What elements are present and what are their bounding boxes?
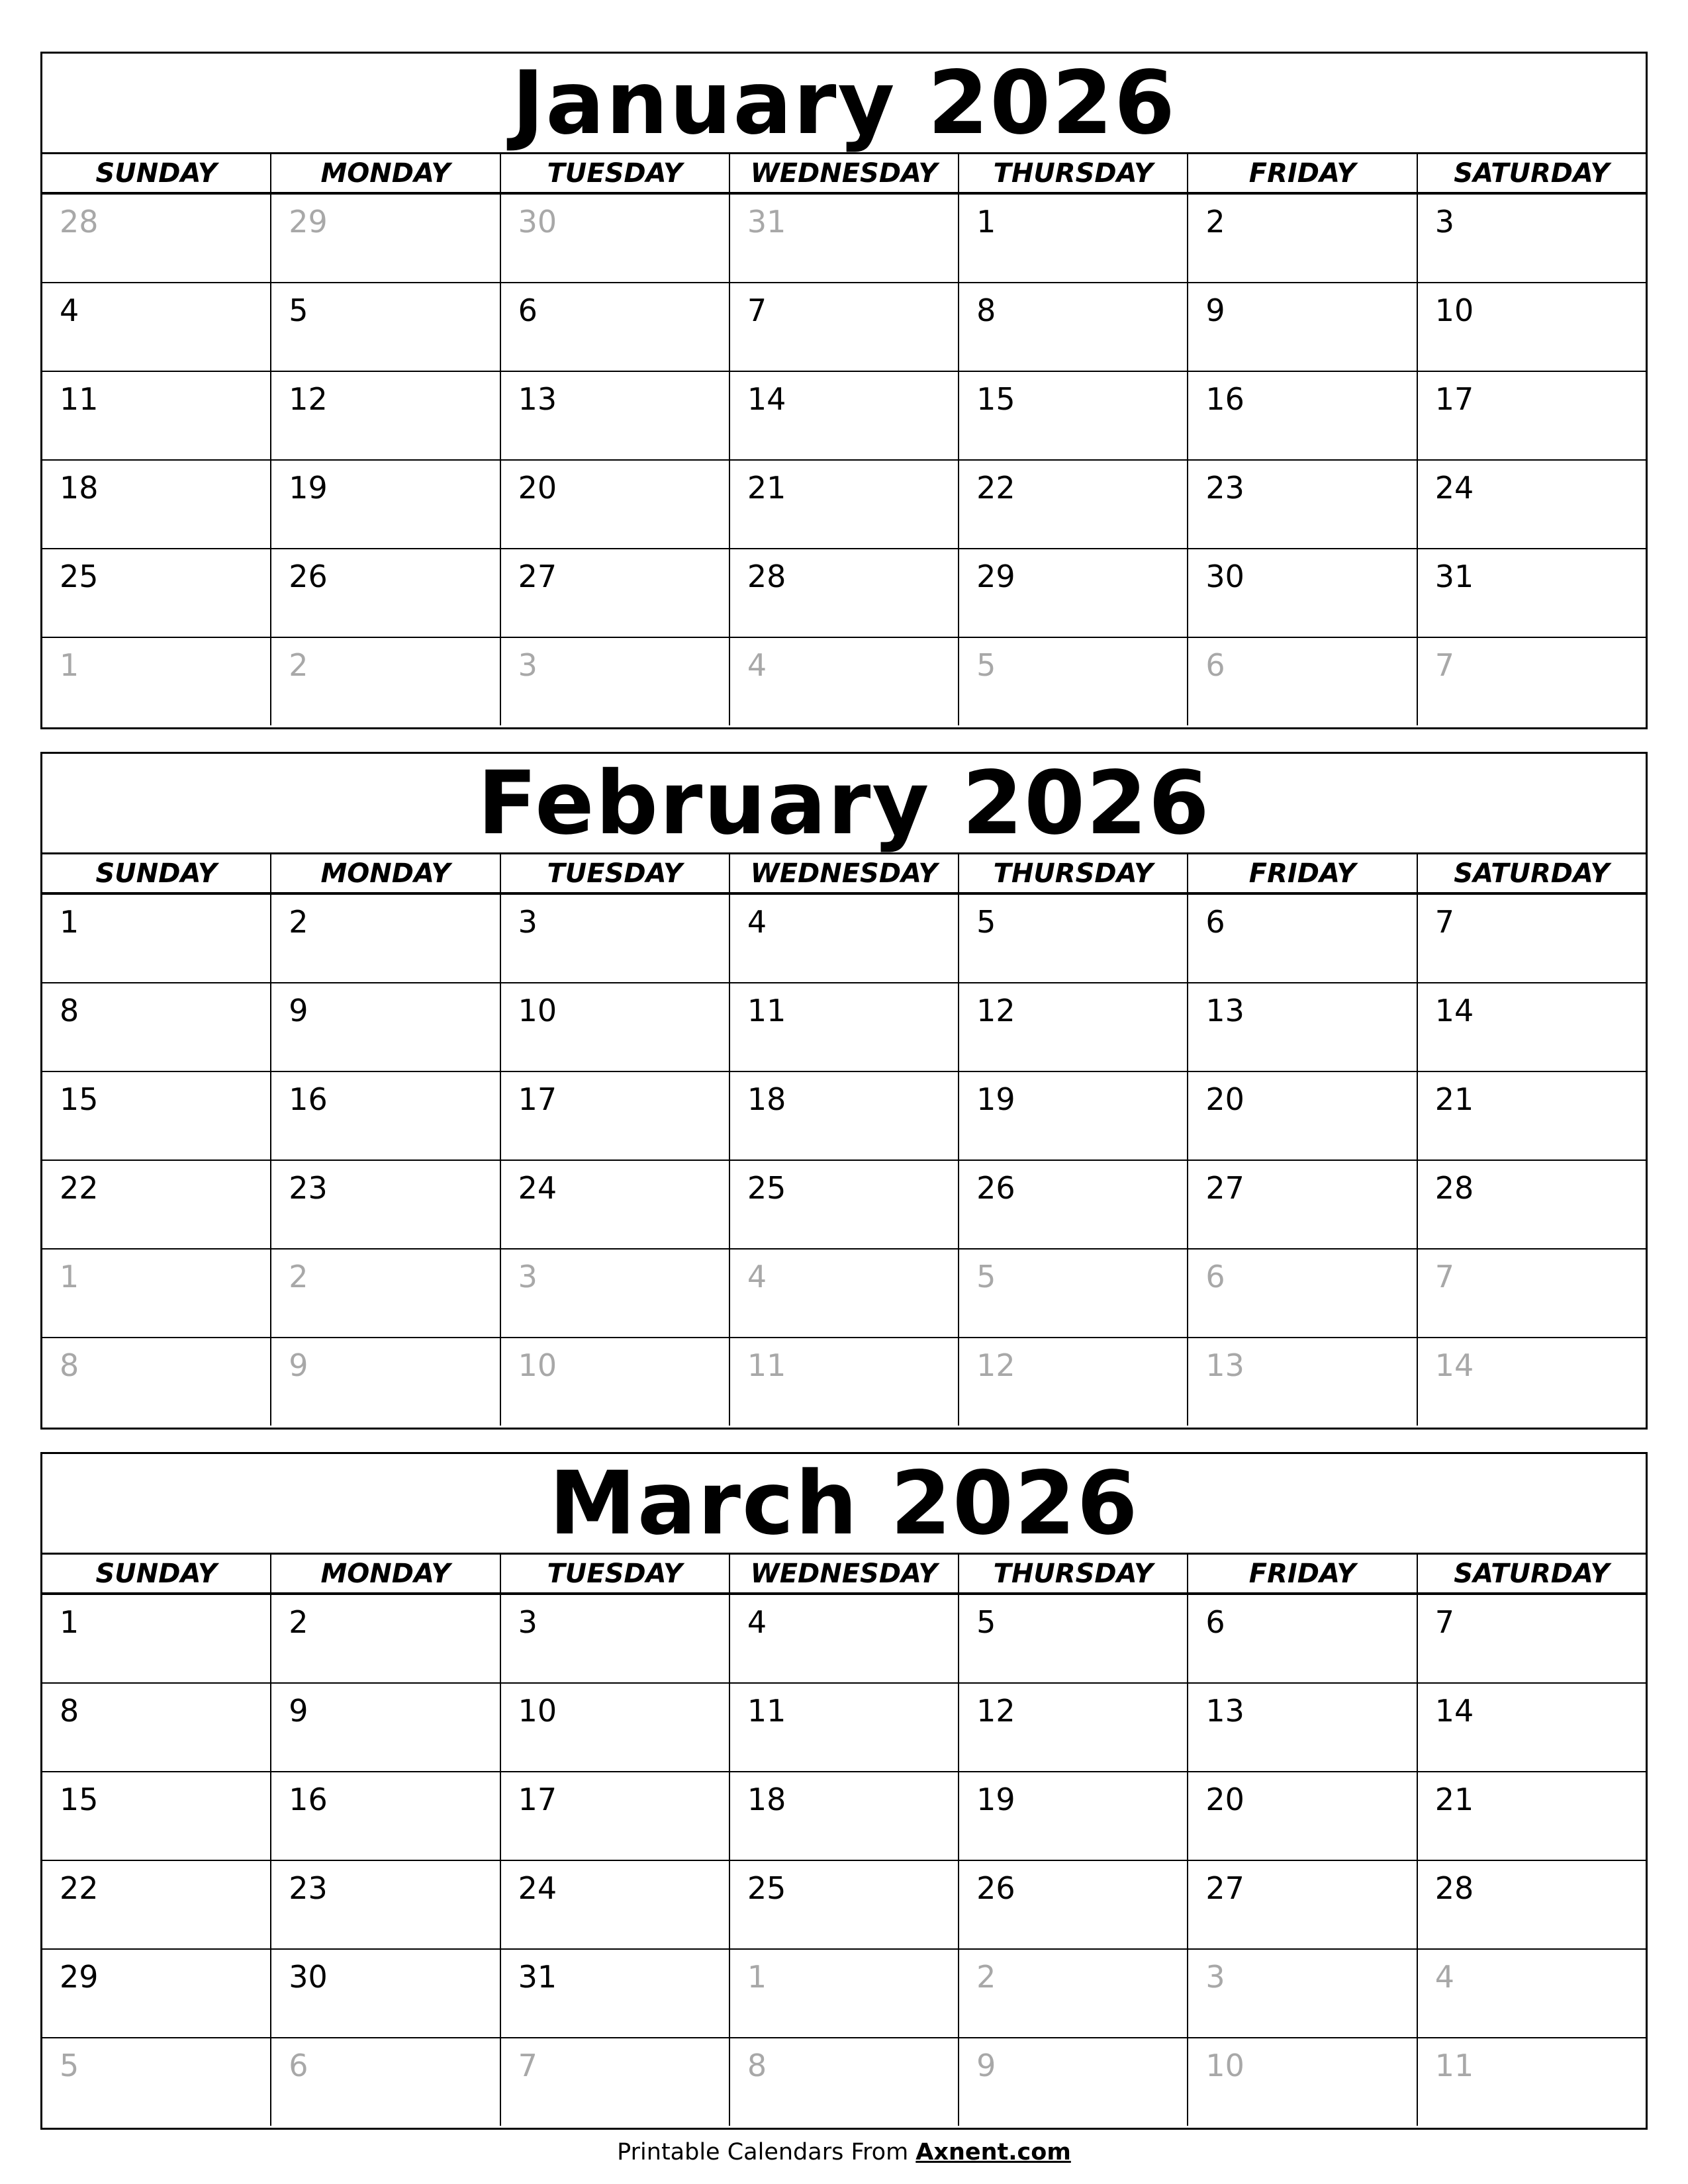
adjacent-month-day-cell: 1 (42, 638, 271, 725)
day-cell: 22 (42, 1861, 271, 1948)
weekday-sunday: SUNDAY (42, 154, 271, 192)
week-row (42, 283, 1646, 372)
day-cell: 23 (271, 1861, 500, 1948)
adjacent-month-day-cell: 1 (730, 1950, 959, 2037)
day-cell: 24 (501, 1861, 730, 1948)
week-row (42, 1072, 1646, 1161)
adjacent-month-day-cell: 11 (1434, 2048, 1474, 2083)
weekday-saturday: SATURDAY (1454, 858, 1610, 889)
month-calendar-january (40, 52, 1648, 729)
adjacent-month-day-cell: 4 (730, 1250, 959, 1337)
adjacent-month-day-cell: 3 (1188, 1950, 1417, 2037)
adjacent-month-day-cell: 8 (730, 2038, 959, 2126)
weekday-monday: MONDAY (271, 154, 500, 192)
day-cell: 20 (1188, 1072, 1417, 1160)
adjacent-month-day-cell: 10 (501, 1338, 730, 1426)
day-cell: 9 (271, 983, 500, 1071)
day-cell: 2 (271, 895, 500, 982)
week-row (42, 1861, 1646, 1950)
day-cell: 13 (1188, 983, 1417, 1071)
day-cell: 10 (1434, 293, 1474, 328)
adjacent-month-day-cell: 11 (730, 1338, 959, 1426)
weekday-wednesday: WEDNESDAY (730, 854, 959, 892)
day-cell: 6 (1188, 895, 1417, 982)
day-cell: 8 (959, 283, 1188, 371)
weekday-friday: FRIDAY (1188, 1555, 1417, 1592)
day-cell: 28 (1434, 1870, 1474, 1906)
weekday-monday: MONDAY (271, 1555, 500, 1592)
day-cell: 12 (959, 983, 1188, 1071)
day-cell: 21 (730, 461, 959, 548)
weekday-header-row (42, 1555, 1646, 1595)
day-cell: 5 (959, 1595, 1188, 1682)
day-cell: 11 (730, 1684, 959, 1771)
day-cell: 25 (730, 1161, 959, 1248)
adjacent-month-day-cell: 2 (271, 638, 500, 725)
day-cell: 9 (271, 1684, 500, 1771)
adjacent-month-day-cell: 31 (730, 195, 959, 282)
adjacent-month-day-cell: 6 (271, 2038, 500, 2126)
day-cell: 11 (42, 372, 271, 459)
weekday-header-row (42, 154, 1646, 195)
adjacent-month-day-cell: 12 (959, 1338, 1188, 1426)
day-cell: 4 (730, 1595, 959, 1682)
day-cell: 20 (501, 461, 730, 548)
day-cell: 8 (42, 983, 271, 1071)
day-cell: 7 (1434, 904, 1454, 940)
day-cell: 12 (271, 372, 500, 459)
adjacent-month-day-cell: 5 (959, 1250, 1188, 1337)
weekday-friday: FRIDAY (1188, 154, 1417, 192)
day-cell: 3 (501, 1595, 730, 1682)
adjacent-month-day-cell: 2 (959, 1950, 1188, 2037)
weekday-sunday: SUNDAY (42, 854, 271, 892)
day-cell: 23 (1188, 461, 1417, 548)
day-grid (42, 895, 1646, 1426)
week-row (42, 1772, 1646, 1861)
weekday-wednesday: WEDNESDAY (730, 154, 959, 192)
footer-text: Printable Calendars From (617, 2139, 916, 2165)
weekday-sunday: SUNDAY (42, 1555, 271, 1592)
weekday-saturday: SATURDAY (1454, 1558, 1610, 1589)
day-cell: 15 (959, 372, 1188, 459)
adjacent-month-day-cell: 7 (1434, 1259, 1454, 1295)
adjacent-month-day-cell: 9 (271, 1338, 500, 1426)
day-cell: 17 (501, 1772, 730, 1860)
weekday-monday: MONDAY (271, 854, 500, 892)
day-cell: 15 (42, 1772, 271, 1860)
day-cell: 24 (1434, 470, 1474, 506)
weekday-thursday: THURSDAY (959, 1555, 1188, 1592)
weekday-saturday: SATURDAY (1454, 158, 1610, 189)
week-row (42, 1338, 1646, 1426)
week-row (42, 2038, 1646, 2126)
day-cell: 16 (1188, 372, 1417, 459)
adjacent-month-day-cell: 6 (1188, 638, 1417, 725)
day-cell: 19 (959, 1772, 1188, 1860)
day-cell: 17 (1434, 381, 1474, 417)
day-cell: 29 (959, 549, 1188, 637)
day-cell: 26 (959, 1161, 1188, 1248)
month-title: January 2026 (42, 54, 1646, 154)
adjacent-month-day-cell: 5 (959, 638, 1188, 725)
footer-link[interactable]: Axnent.com (915, 2139, 1071, 2165)
day-cell: 30 (271, 1950, 500, 2037)
week-row (42, 1250, 1646, 1338)
weekday-tuesday: TUESDAY (501, 154, 730, 192)
weekday-friday: FRIDAY (1188, 854, 1417, 892)
day-cell: 2 (271, 1595, 500, 1682)
day-cell: 11 (730, 983, 959, 1071)
day-cell: 5 (271, 283, 500, 371)
month-calendar-march (40, 1452, 1648, 2130)
day-cell: 2 (1188, 195, 1417, 282)
day-grid (42, 1595, 1646, 2126)
day-cell: 4 (42, 283, 271, 371)
day-cell: 1 (959, 195, 1188, 282)
day-cell: 31 (501, 1950, 730, 2037)
day-cell: 24 (501, 1161, 730, 1248)
month-title: March 2026 (42, 1454, 1646, 1555)
day-cell: 14 (1434, 993, 1474, 1028)
day-cell: 6 (1188, 1595, 1417, 1682)
adjacent-month-day-cell: 28 (42, 195, 271, 282)
week-row (42, 549, 1646, 638)
day-cell: 26 (959, 1861, 1188, 1948)
day-cell: 30 (1188, 549, 1417, 637)
day-cell: 26 (271, 549, 500, 637)
day-cell: 6 (501, 283, 730, 371)
adjacent-month-day-cell: 30 (501, 195, 730, 282)
day-cell: 13 (501, 372, 730, 459)
adjacent-month-day-cell: 10 (1188, 2038, 1417, 2126)
day-cell: 1 (42, 895, 271, 982)
day-cell: 14 (730, 372, 959, 459)
week-row (42, 983, 1646, 1072)
day-cell: 14 (1434, 1693, 1474, 1729)
week-row (42, 638, 1646, 725)
day-cell: 9 (1188, 283, 1417, 371)
day-cell: 21 (1434, 1782, 1474, 1817)
day-cell: 4 (730, 895, 959, 982)
day-cell: 1 (42, 1595, 271, 1682)
day-cell: 25 (730, 1861, 959, 1948)
day-cell: 23 (271, 1161, 500, 1248)
adjacent-month-day-cell: 4 (1434, 1959, 1454, 1995)
adjacent-month-day-cell: 29 (271, 195, 500, 282)
adjacent-month-day-cell: 9 (959, 2038, 1188, 2126)
day-grid (42, 195, 1646, 725)
adjacent-month-day-cell: 5 (42, 2038, 271, 2126)
day-cell: 3 (501, 895, 730, 982)
day-cell: 12 (959, 1684, 1188, 1771)
day-cell: 20 (1188, 1772, 1417, 1860)
day-cell: 18 (730, 1772, 959, 1860)
day-cell: 18 (42, 461, 271, 548)
adjacent-month-day-cell: 6 (1188, 1250, 1417, 1337)
day-cell: 22 (42, 1161, 271, 1248)
week-row (42, 461, 1646, 549)
adjacent-month-day-cell: 3 (501, 1250, 730, 1337)
day-cell: 13 (1188, 1684, 1417, 1771)
week-row (42, 1684, 1646, 1772)
day-cell: 25 (42, 549, 271, 637)
day-cell: 7 (730, 283, 959, 371)
day-cell: 16 (271, 1772, 500, 1860)
weekday-header-row (42, 854, 1646, 895)
day-cell: 16 (271, 1072, 500, 1160)
day-cell: 21 (1434, 1081, 1474, 1117)
day-cell: 17 (501, 1072, 730, 1160)
day-cell: 19 (959, 1072, 1188, 1160)
weekday-tuesday: TUESDAY (501, 854, 730, 892)
week-row (42, 372, 1646, 461)
day-cell: 29 (42, 1950, 271, 2037)
day-cell: 10 (501, 1684, 730, 1771)
day-cell: 7 (1434, 1604, 1454, 1640)
day-cell: 19 (271, 461, 500, 548)
day-cell: 8 (42, 1684, 271, 1771)
day-cell: 10 (501, 983, 730, 1071)
week-row (42, 195, 1646, 283)
adjacent-month-day-cell: 1 (42, 1250, 271, 1337)
day-cell: 31 (1434, 559, 1474, 594)
adjacent-month-day-cell: 8 (42, 1338, 271, 1426)
day-cell: 28 (730, 549, 959, 637)
day-cell: 28 (1434, 1170, 1474, 1206)
month-title: February 2026 (42, 754, 1646, 854)
day-cell: 22 (959, 461, 1188, 548)
week-row (42, 1950, 1646, 2038)
day-cell: 5 (959, 895, 1188, 982)
adjacent-month-day-cell: 7 (1434, 647, 1454, 683)
week-row (42, 895, 1646, 983)
day-cell: 27 (1188, 1161, 1417, 1248)
adjacent-month-day-cell: 13 (1188, 1338, 1417, 1426)
adjacent-month-day-cell: 14 (1434, 1347, 1474, 1383)
weekday-wednesday: WEDNESDAY (730, 1555, 959, 1592)
weekday-tuesday: TUESDAY (501, 1555, 730, 1592)
day-cell: 15 (42, 1072, 271, 1160)
weekday-thursday: THURSDAY (959, 854, 1188, 892)
day-cell: 27 (501, 549, 730, 637)
adjacent-month-day-cell: 3 (501, 638, 730, 725)
week-row (42, 1595, 1646, 1684)
adjacent-month-day-cell: 4 (730, 638, 959, 725)
weekday-thursday: THURSDAY (959, 154, 1188, 192)
week-row (42, 1161, 1646, 1250)
day-cell: 3 (1434, 204, 1454, 240)
adjacent-month-day-cell: 7 (501, 2038, 730, 2126)
day-cell: 27 (1188, 1861, 1417, 1948)
footer-credit (0, 2139, 1688, 2165)
adjacent-month-day-cell: 2 (271, 1250, 500, 1337)
day-cell: 18 (730, 1072, 959, 1160)
month-calendar-february (40, 752, 1648, 1430)
